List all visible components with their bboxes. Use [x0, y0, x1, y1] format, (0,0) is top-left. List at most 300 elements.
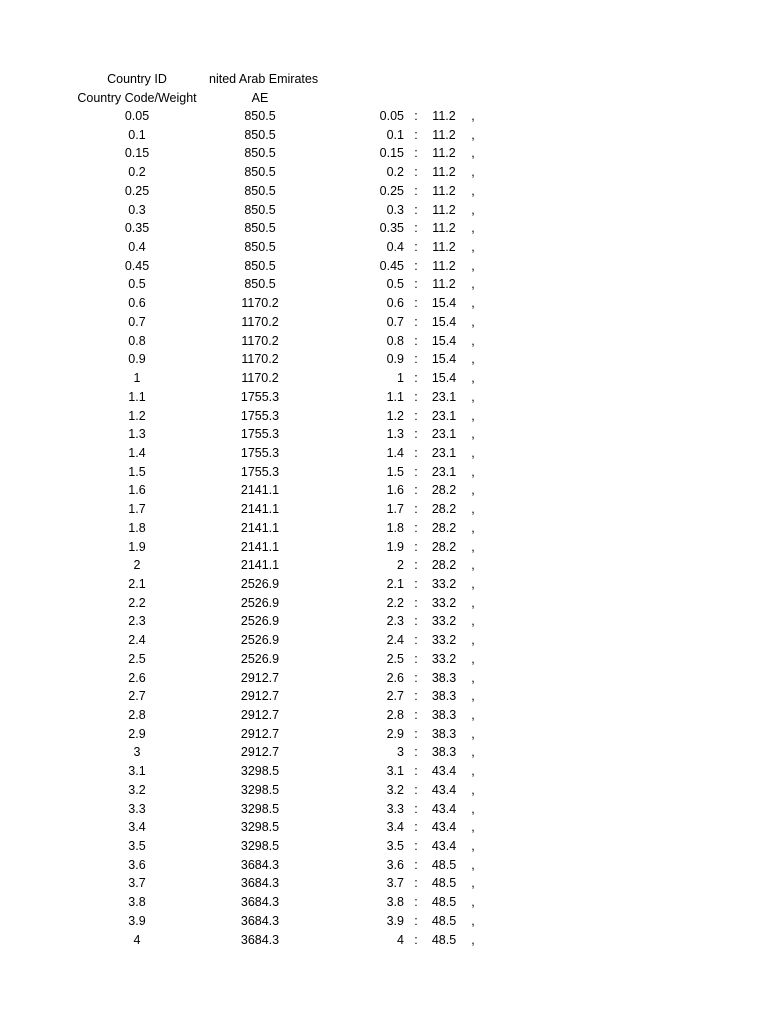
price-cell: 1170.2 — [241, 352, 279, 367]
weight-cell: 3.8 — [128, 895, 146, 910]
separator-cell: : — [414, 633, 418, 648]
country-id-label: Country ID — [107, 72, 167, 86]
separator-cell: : — [414, 539, 418, 554]
price-cell: 850.5 — [244, 277, 276, 292]
terminator-cell: , — [471, 782, 475, 797]
terminator-cell: , — [471, 689, 475, 704]
weight-cell: 2.2 — [128, 595, 146, 610]
table-row — [0, 144, 768, 163]
table-row — [0, 369, 768, 388]
table-row — [0, 762, 768, 781]
weight-key-cell: 0.6 — [386, 296, 404, 311]
weight-cell: 0.35 — [124, 221, 150, 236]
price-cell: 3684.3 — [240, 895, 280, 910]
weight-cell: 3.4 — [128, 820, 146, 835]
rate-cell: 15.4 — [431, 333, 457, 348]
separator-cell: : — [414, 726, 418, 741]
rate-cell: 43.4 — [431, 820, 457, 835]
terminator-cell: , — [471, 146, 475, 161]
price-cell: 3684.3 — [240, 913, 280, 928]
rate-cell: 11.2 — [432, 146, 456, 161]
weight-cell: 0.8 — [128, 333, 146, 348]
weight-key-cell: 3.8 — [386, 895, 404, 910]
price-cell: 3684.3 — [240, 857, 280, 872]
weight-cell: 2.8 — [128, 708, 146, 722]
rate-cell: 48.5 — [431, 913, 457, 928]
price-cell: 3684.3 — [240, 876, 280, 891]
rate-cell: 15.4 — [431, 352, 457, 367]
separator-cell: : — [414, 483, 418, 498]
terminator-cell: , — [471, 670, 475, 685]
weight-key-cell: 1.1 — [386, 389, 404, 404]
weight-key-cell: 0.25 — [379, 183, 404, 198]
table-row — [0, 893, 768, 912]
rate-cell: 48.5 — [431, 895, 457, 910]
table-row — [0, 500, 768, 519]
weight-cell: 1.8 — [128, 520, 146, 535]
terminator-cell: , — [471, 558, 475, 573]
weight-cell: 0.5 — [128, 277, 146, 292]
table-row — [0, 425, 768, 444]
separator-cell: : — [414, 839, 418, 854]
rate-cell: 33.2 — [431, 614, 457, 629]
terminator-cell: , — [471, 408, 475, 423]
separator-cell: : — [414, 576, 418, 591]
weight-key-cell: 3.7 — [386, 876, 404, 891]
separator-cell: : — [414, 258, 418, 273]
rate-cell: 11.2 — [432, 277, 456, 292]
price-cell: 850.5 — [244, 146, 276, 161]
separator-cell: : — [414, 296, 418, 311]
separator-cell: : — [414, 782, 418, 797]
table-row — [0, 201, 768, 220]
rate-cell: 15.4 — [431, 371, 457, 386]
rate-cell: 11.2 — [432, 183, 456, 198]
separator-cell: : — [414, 745, 418, 760]
rate-cell: 11.2 — [432, 240, 456, 255]
terminator-cell: , — [471, 839, 475, 854]
weight-cell: 3.3 — [128, 801, 146, 816]
rate-table — [0, 107, 768, 949]
weight-key-cell: 0.05 — [379, 109, 404, 123]
separator-cell: : — [414, 820, 418, 835]
table-row — [0, 631, 768, 650]
rate-cell: 43.4 — [431, 839, 457, 854]
separator-cell: : — [414, 183, 418, 198]
weight-key-cell: 0.3 — [386, 202, 404, 217]
rate-cell: 15.4 — [431, 296, 457, 311]
separator-cell: : — [414, 520, 418, 535]
weight-cell: 1.2 — [128, 408, 146, 423]
weight-cell: 3.6 — [128, 857, 146, 872]
price-cell: 2141.1 — [240, 502, 280, 517]
weight-key-cell: 0.9 — [386, 352, 404, 367]
weight-cell: 0.1 — [128, 127, 146, 142]
separator-cell: : — [414, 202, 418, 217]
weight-cell: 2.9 — [128, 726, 146, 741]
terminator-cell: , — [471, 352, 475, 367]
table-row — [0, 294, 768, 313]
weight-cell: 1.5 — [128, 464, 146, 479]
weight-key-cell: 3.9 — [386, 913, 404, 928]
weight-cell: 0.2 — [128, 165, 146, 180]
rate-cell: 43.4 — [431, 764, 457, 779]
weight-key-cell: 1 — [397, 371, 404, 386]
weight-key-cell: 3.5 — [386, 839, 404, 854]
weight-key-cell: 2.2 — [386, 595, 404, 610]
terminator-cell: , — [471, 726, 475, 741]
terminator-cell: , — [471, 539, 475, 554]
price-cell: 1755.3 — [240, 464, 280, 479]
rate-cell: 48.5 — [431, 876, 457, 891]
rate-cell: 33.2 — [431, 633, 457, 648]
weight-cell: 0.3 — [128, 202, 146, 217]
table-row — [0, 594, 768, 613]
table-row — [0, 743, 768, 762]
rate-cell: 38.3 — [431, 708, 457, 722]
weight-cell: 0.45 — [124, 258, 150, 273]
weight-cell: 2.5 — [128, 651, 146, 666]
separator-cell: : — [414, 146, 418, 161]
weight-key-cell: 0.15 — [379, 146, 404, 161]
table-row — [0, 706, 768, 725]
weight-key-cell: 2.7 — [386, 689, 404, 704]
terminator-cell: , — [471, 820, 475, 835]
terminator-cell: , — [471, 764, 475, 779]
weight-cell: 0.25 — [124, 183, 150, 198]
rate-cell: 15.4 — [431, 314, 457, 329]
table-row — [0, 781, 768, 800]
weight-cell: 0.15 — [124, 146, 150, 161]
rate-cell: 33.2 — [431, 576, 457, 591]
weight-cell: 1.6 — [128, 483, 146, 498]
terminator-cell: , — [471, 427, 475, 442]
table-row — [0, 931, 768, 950]
rate-cell: 28.2 — [431, 502, 457, 517]
rate-cell: 33.2 — [431, 595, 457, 610]
price-cell: 850.5 — [244, 109, 276, 123]
price-cell: 2526.9 — [240, 614, 280, 629]
separator-cell: : — [414, 352, 418, 367]
price-cell: 2141.1 — [240, 520, 280, 535]
price-cell: 2526.9 — [240, 633, 280, 648]
terminator-cell: , — [471, 576, 475, 591]
weight-key-cell: 2.4 — [386, 633, 404, 648]
weight-cell: 1 — [133, 371, 141, 386]
weight-key-cell: 3.6 — [386, 857, 404, 872]
terminator-cell: , — [471, 277, 475, 292]
weight-key-cell: 0.7 — [386, 314, 404, 329]
price-cell: 2912.7 — [240, 708, 280, 722]
separator-cell: : — [414, 371, 418, 386]
weight-cell: 0.6 — [128, 296, 146, 311]
price-cell: 850.5 — [244, 165, 276, 180]
separator-cell: : — [414, 502, 418, 517]
rate-cell: 48.5 — [431, 932, 457, 947]
weight-key-cell: 1.2 — [386, 408, 404, 423]
terminator-cell: , — [471, 483, 475, 498]
table-row — [0, 219, 768, 238]
rate-cell: 11.2 — [432, 221, 456, 236]
price-cell: 2912.7 — [240, 745, 280, 760]
table-row — [0, 107, 768, 126]
weight-key-cell: 1.3 — [386, 427, 404, 442]
price-cell: 3298.5 — [240, 839, 280, 854]
rate-cell: 23.1 — [431, 408, 457, 423]
price-cell: 1755.3 — [240, 408, 280, 423]
terminator-cell: , — [471, 202, 475, 217]
weight-key-cell: 1.6 — [386, 483, 404, 498]
table-row — [0, 388, 768, 407]
separator-cell: : — [414, 876, 418, 891]
weight-key-cell: 2 — [397, 558, 404, 573]
weight-cell: 3.9 — [128, 913, 146, 928]
terminator-cell: , — [471, 371, 475, 386]
weight-cell: 2.3 — [128, 614, 146, 629]
separator-cell: : — [414, 595, 418, 610]
table-row — [0, 687, 768, 706]
weight-key-cell: 3.2 — [386, 782, 404, 797]
weight-key-cell: 1.8 — [386, 520, 404, 535]
weight-key-cell: 1.4 — [386, 445, 404, 460]
separator-cell: : — [414, 445, 418, 460]
rate-cell: 11.2 — [432, 127, 456, 142]
weight-cell: 0.4 — [128, 240, 146, 255]
table-row — [0, 538, 768, 557]
rate-cell: 28.2 — [431, 539, 457, 554]
separator-cell: : — [414, 857, 418, 872]
weight-cell: 3.7 — [128, 876, 146, 891]
weight-cell: 1.3 — [128, 427, 146, 442]
weight-cell: 2.6 — [128, 670, 146, 685]
price-cell: 850.5 — [244, 221, 276, 236]
terminator-cell: , — [471, 314, 475, 329]
price-cell: 3298.5 — [240, 782, 280, 797]
weight-key-cell: 2.1 — [386, 576, 404, 591]
terminator-cell: , — [471, 520, 475, 535]
price-cell: 850.5 — [244, 127, 276, 142]
rate-cell: 33.2 — [431, 651, 457, 666]
price-cell: 3298.5 — [240, 801, 280, 816]
table-row — [0, 126, 768, 145]
price-cell: 850.5 — [244, 202, 276, 217]
separator-cell: : — [414, 109, 418, 123]
weight-cell: 3 — [133, 745, 141, 760]
price-cell: 850.5 — [244, 183, 276, 198]
rate-cell: 11.2 — [432, 109, 456, 123]
table-row — [0, 163, 768, 182]
terminator-cell: , — [471, 932, 475, 947]
weight-cell: 4 — [133, 932, 141, 947]
rate-cell: 38.3 — [431, 689, 457, 704]
rate-cell: 43.4 — [431, 801, 457, 816]
terminator-cell: , — [471, 633, 475, 648]
weight-cell: 3.1 — [128, 764, 146, 779]
weight-key-cell: 1.9 — [386, 539, 404, 554]
price-cell: 850.5 — [244, 258, 276, 273]
weight-key-cell: 1.5 — [386, 464, 404, 479]
separator-cell: : — [414, 165, 418, 180]
price-cell: 1755.3 — [240, 427, 280, 442]
table-row — [0, 444, 768, 463]
rate-cell: 23.1 — [431, 464, 457, 479]
price-cell: 2912.7 — [240, 670, 280, 685]
price-cell: 1755.3 — [240, 389, 280, 404]
table-row — [0, 912, 768, 931]
rate-cell: 23.1 — [431, 427, 457, 442]
table-row — [0, 519, 768, 538]
price-cell: 2526.9 — [240, 651, 280, 666]
terminator-cell: , — [471, 296, 475, 311]
table-row — [0, 725, 768, 744]
weight-cell: 2.1 — [128, 576, 146, 591]
terminator-cell: , — [471, 221, 475, 236]
weight-key-cell: 0.4 — [386, 240, 404, 255]
table-row — [0, 874, 768, 893]
price-cell: 2912.7 — [240, 689, 280, 704]
weight-key-cell: 3.3 — [386, 801, 404, 816]
price-cell: 1755.3 — [240, 445, 280, 460]
weight-cell: 0.9 — [128, 352, 146, 367]
weight-key-cell: 0.8 — [386, 333, 404, 348]
rate-cell: 23.1 — [431, 445, 457, 460]
weight-key-cell: 3.1 — [386, 764, 404, 779]
separator-cell: : — [414, 314, 418, 329]
table-row — [0, 350, 768, 369]
weight-key-cell: 2.3 — [386, 614, 404, 629]
terminator-cell: , — [471, 651, 475, 666]
weight-cell: 1.9 — [128, 539, 146, 554]
price-cell: 1170.2 — [241, 296, 279, 311]
weight-key-cell: 1.7 — [386, 502, 404, 517]
rate-cell: 28.2 — [431, 558, 457, 573]
separator-cell: : — [414, 240, 418, 255]
table-row — [0, 650, 768, 669]
price-cell: 3298.5 — [240, 764, 280, 779]
table-row — [0, 481, 768, 500]
separator-cell: : — [414, 127, 418, 142]
weight-key-cell: 4 — [397, 932, 404, 947]
price-cell: 1170.2 — [241, 314, 279, 329]
price-cell: 850.5 — [244, 240, 276, 255]
separator-cell: : — [414, 389, 418, 404]
separator-cell: : — [414, 764, 418, 779]
table-row — [0, 182, 768, 201]
terminator-cell: , — [471, 240, 475, 255]
separator-cell: : — [414, 221, 418, 236]
country-name: nited Arab Emirates — [209, 72, 319, 86]
separator-cell: : — [414, 895, 418, 910]
weight-cell: 1.7 — [128, 502, 146, 517]
price-cell: 3684.3 — [240, 932, 280, 947]
weight-key-cell: 0.45 — [379, 258, 404, 273]
weight-key-cell: 2.5 — [386, 651, 404, 666]
rate-cell: 23.1 — [431, 389, 457, 404]
separator-cell: : — [414, 670, 418, 685]
table-row — [0, 275, 768, 294]
rate-cell: 38.3 — [431, 726, 457, 741]
terminator-cell: , — [471, 258, 475, 273]
table-row — [0, 257, 768, 276]
table-row — [0, 575, 768, 594]
code-weight-label: Country Code/Weight — [77, 91, 197, 105]
price-cell: 2526.9 — [240, 576, 280, 591]
terminator-cell: , — [471, 595, 475, 610]
price-cell: 2912.7 — [240, 726, 280, 741]
weight-key-cell: 0.1 — [386, 127, 404, 142]
price-cell: 3298.5 — [240, 820, 280, 835]
separator-cell: : — [414, 408, 418, 423]
weight-key-cell: 3.4 — [386, 820, 404, 835]
separator-cell: : — [414, 708, 418, 722]
table-row — [0, 556, 768, 575]
price-cell: 2141.1 — [240, 483, 280, 498]
weight-key-cell: 0.35 — [379, 221, 404, 236]
terminator-cell: , — [471, 389, 475, 404]
terminator-cell: , — [471, 876, 475, 891]
rate-cell: 48.5 — [431, 857, 457, 872]
table-row — [0, 818, 768, 837]
rate-cell: 38.3 — [431, 745, 457, 760]
weight-cell: 0.05 — [124, 109, 150, 123]
weight-key-cell: 2.6 — [386, 670, 404, 685]
price-cell: 1170.2 — [241, 333, 279, 348]
terminator-cell: , — [471, 614, 475, 629]
separator-cell: : — [414, 689, 418, 704]
separator-cell: : — [414, 427, 418, 442]
weight-cell: 3.2 — [128, 782, 146, 797]
rate-cell: 28.2 — [431, 520, 457, 535]
weight-key-cell: 0.5 — [386, 277, 404, 292]
terminator-cell: , — [471, 502, 475, 517]
table-row — [0, 856, 768, 875]
country-code: AE — [251, 91, 269, 105]
rate-cell: 11.2 — [432, 165, 456, 180]
terminator-cell: , — [471, 464, 475, 479]
separator-cell: : — [414, 558, 418, 573]
separator-cell: : — [414, 913, 418, 928]
table-row — [0, 238, 768, 257]
weight-cell: 1.4 — [128, 445, 146, 460]
table-row — [0, 407, 768, 426]
separator-cell: : — [414, 333, 418, 348]
rate-cell: 11.2 — [432, 258, 456, 273]
terminator-cell: , — [471, 183, 475, 198]
terminator-cell: , — [471, 127, 475, 142]
table-row — [0, 669, 768, 688]
terminator-cell: , — [471, 445, 475, 460]
price-cell: 2141.1 — [240, 539, 280, 554]
weight-cell: 2 — [133, 558, 141, 573]
weight-key-cell: 2.9 — [386, 726, 404, 741]
terminator-cell: , — [471, 913, 475, 928]
table-row — [0, 332, 768, 351]
weight-key-cell: 2.8 — [386, 708, 404, 722]
terminator-cell: , — [471, 801, 475, 816]
price-cell: 2526.9 — [240, 595, 280, 610]
separator-cell: : — [414, 651, 418, 666]
terminator-cell: , — [471, 745, 475, 760]
table-row — [0, 313, 768, 332]
price-cell: 1170.2 — [241, 371, 279, 386]
terminator-cell: , — [471, 857, 475, 872]
terminator-cell: , — [471, 708, 475, 722]
separator-cell: : — [414, 932, 418, 947]
separator-cell: : — [414, 464, 418, 479]
weight-cell: 3.5 — [128, 839, 146, 854]
rate-cell: 43.4 — [431, 782, 457, 797]
separator-cell: : — [414, 277, 418, 292]
